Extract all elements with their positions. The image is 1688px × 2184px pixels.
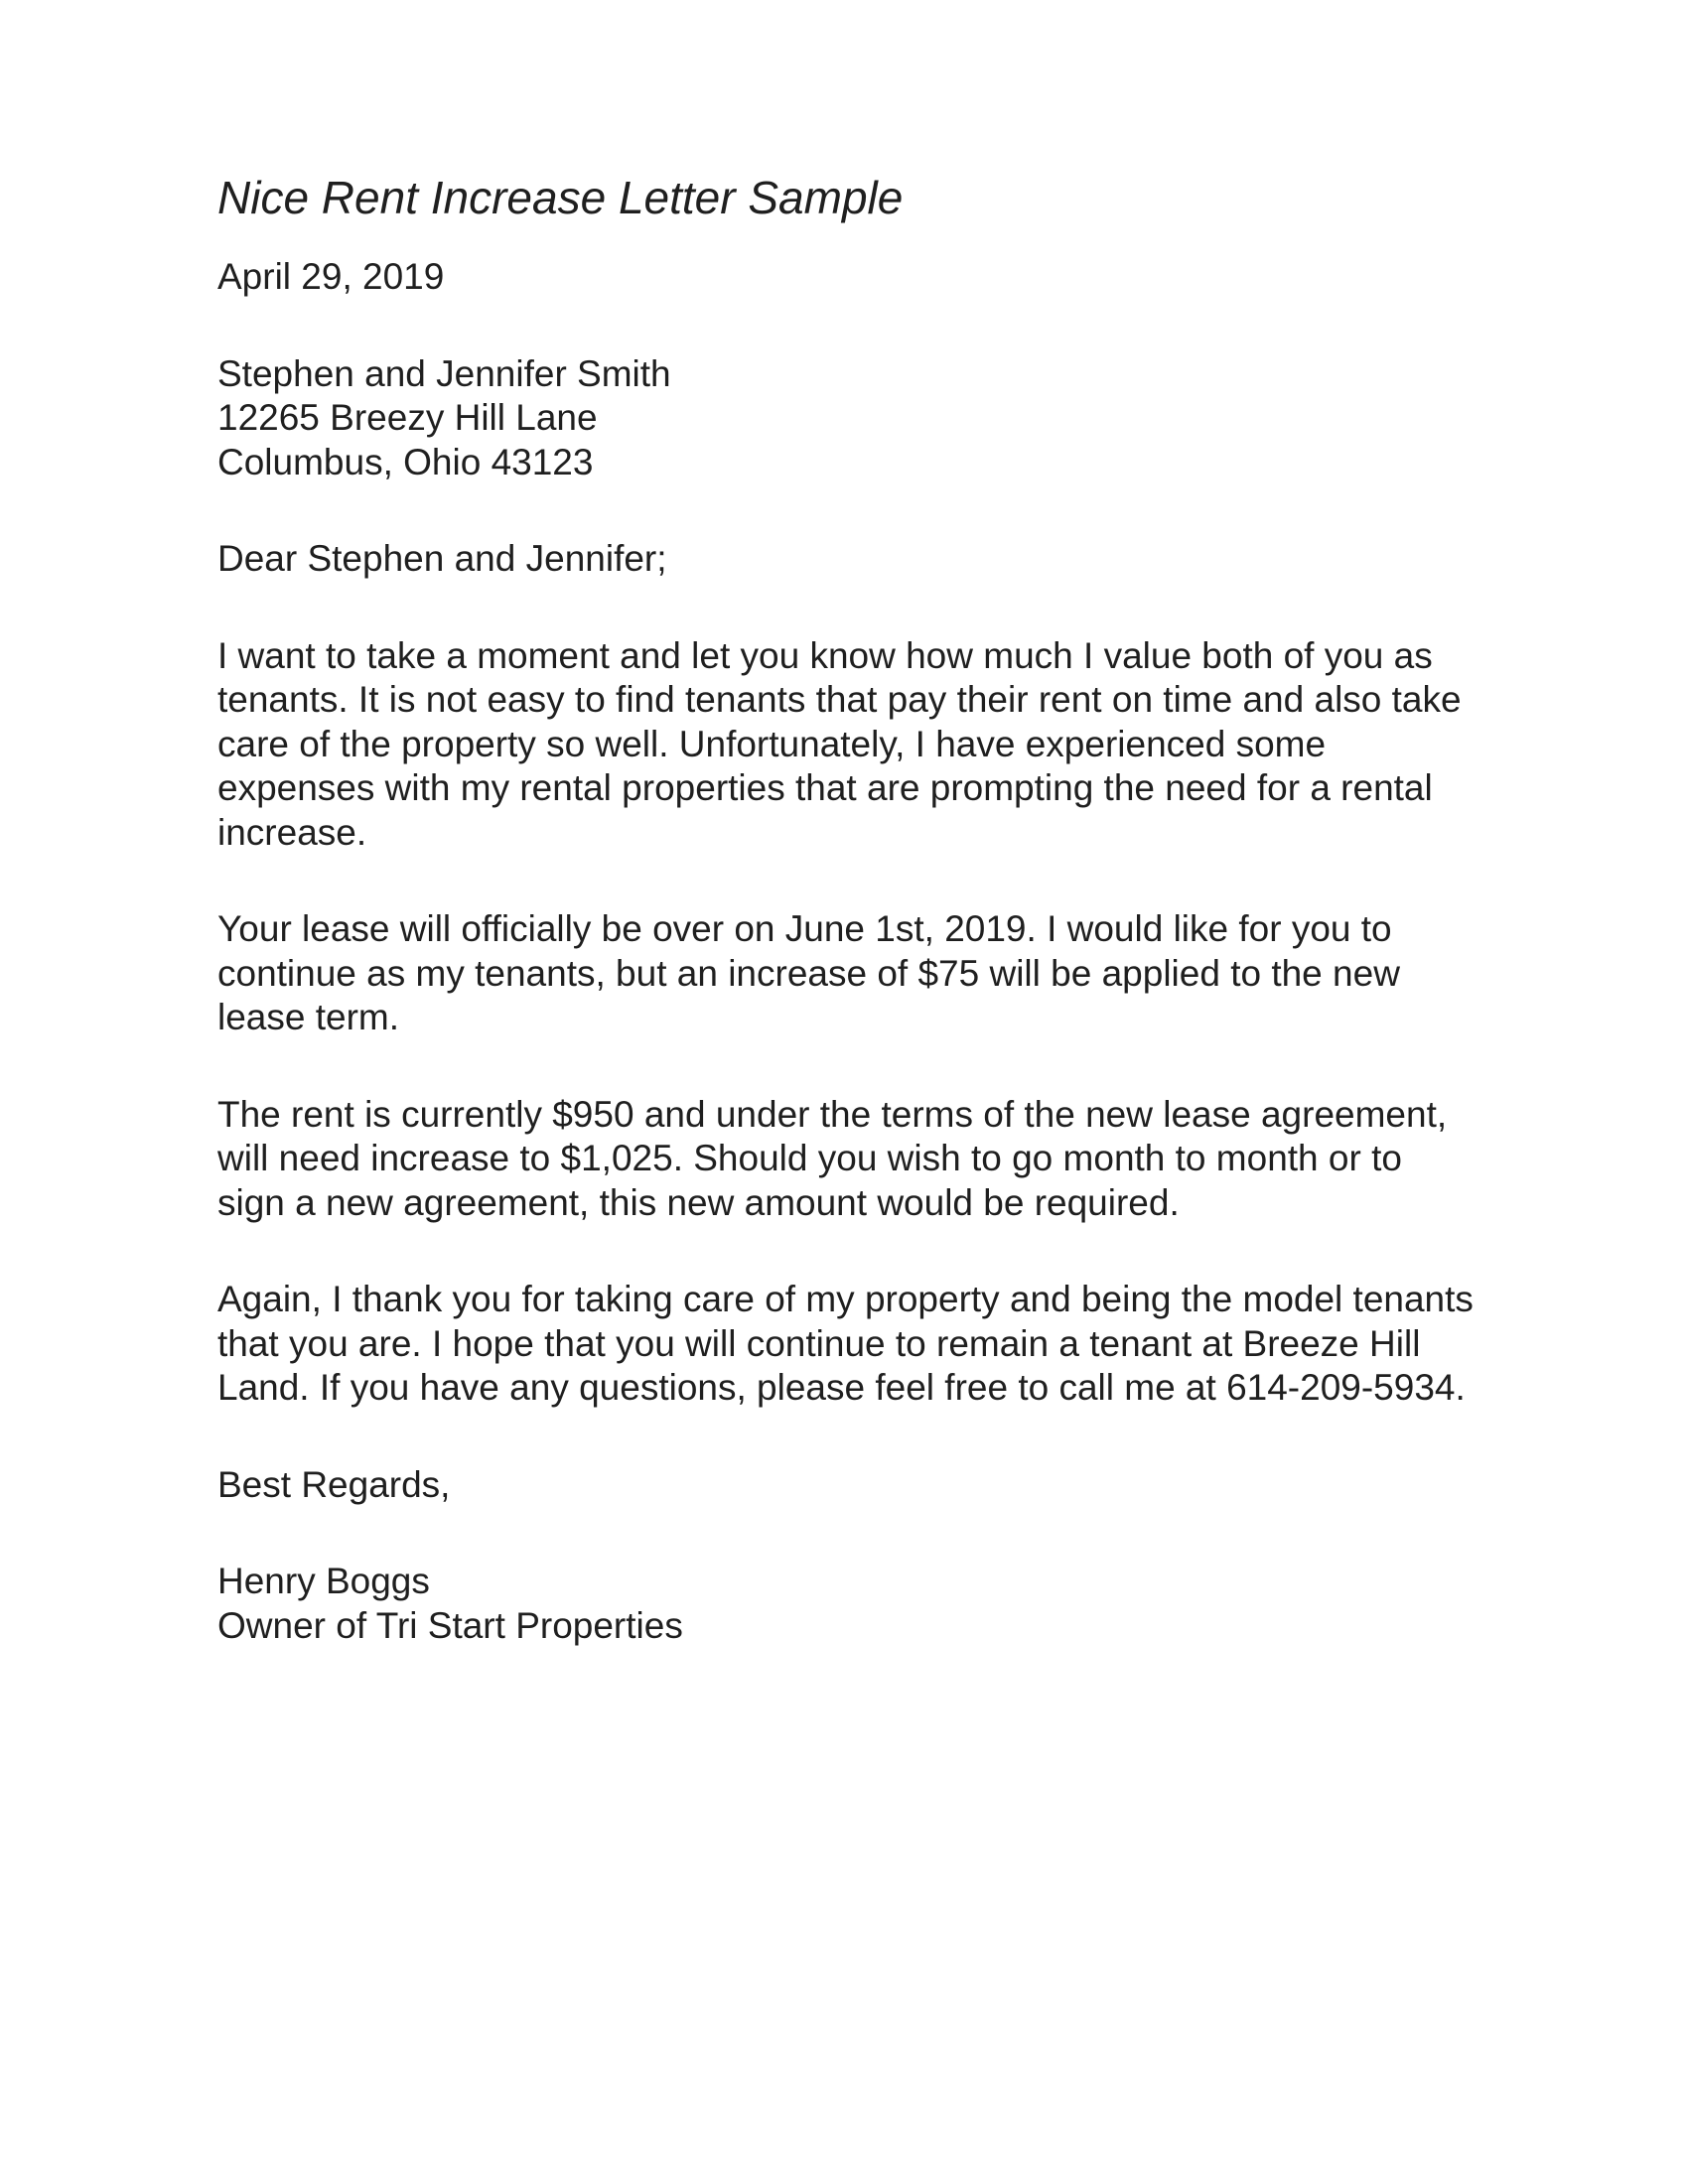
recipient-address (217, 352, 1508, 485)
recipient-name: Stephen and Jennifer Smith (217, 352, 671, 394)
closing: Best Regards, (217, 1463, 451, 1505)
body-paragraph-3: The rent is currently $950 and under the terms of the new lease agreement, will need increase to $1,025. Should you wish to go month to month or to sign a new agreement, this new amount would be required. (217, 1093, 1448, 1223)
body-paragraph-4: Again, I thank you for taking care of my property and being the model tenants that you are. I hope that you will continue to remain a tenant at Breeze Hill Land. If you have any questions, please feel free to call me at 614-209-5934. (217, 1279, 1474, 1408)
document-title: Nice Rent Increase Letter Sample (217, 172, 904, 223)
signature-block (217, 1560, 1508, 1648)
body-paragraph-2: Your lease will officially be over on June 1st, 2019. I would like for you to continue as my tenants, but an increase of $75 will be applied to the new lease term. (217, 908, 1400, 1037)
signature-name: Henry Boggs (217, 1561, 430, 1601)
letter-date: April 29, 2019 (217, 256, 445, 297)
salutation: Dear Stephen and Jennifer; (217, 538, 667, 579)
recipient-street: 12265 Breezy Hill Lane (217, 397, 598, 438)
recipient-city-state-zip: Columbus, Ohio 43123 (217, 441, 594, 482)
body-paragraph-1: I want to take a moment and let you know how much I value both of you as tenants. It is not easy to find tenants that pay their rent on time and also take care of the property so well. Unfortunately, I have experienced some expenses with my rental properties that are prompting the need for a rental increase. (217, 634, 1462, 853)
letter-content (217, 170, 1508, 1701)
signature-title: Owner of Tri Start Properties (217, 1604, 683, 1646)
